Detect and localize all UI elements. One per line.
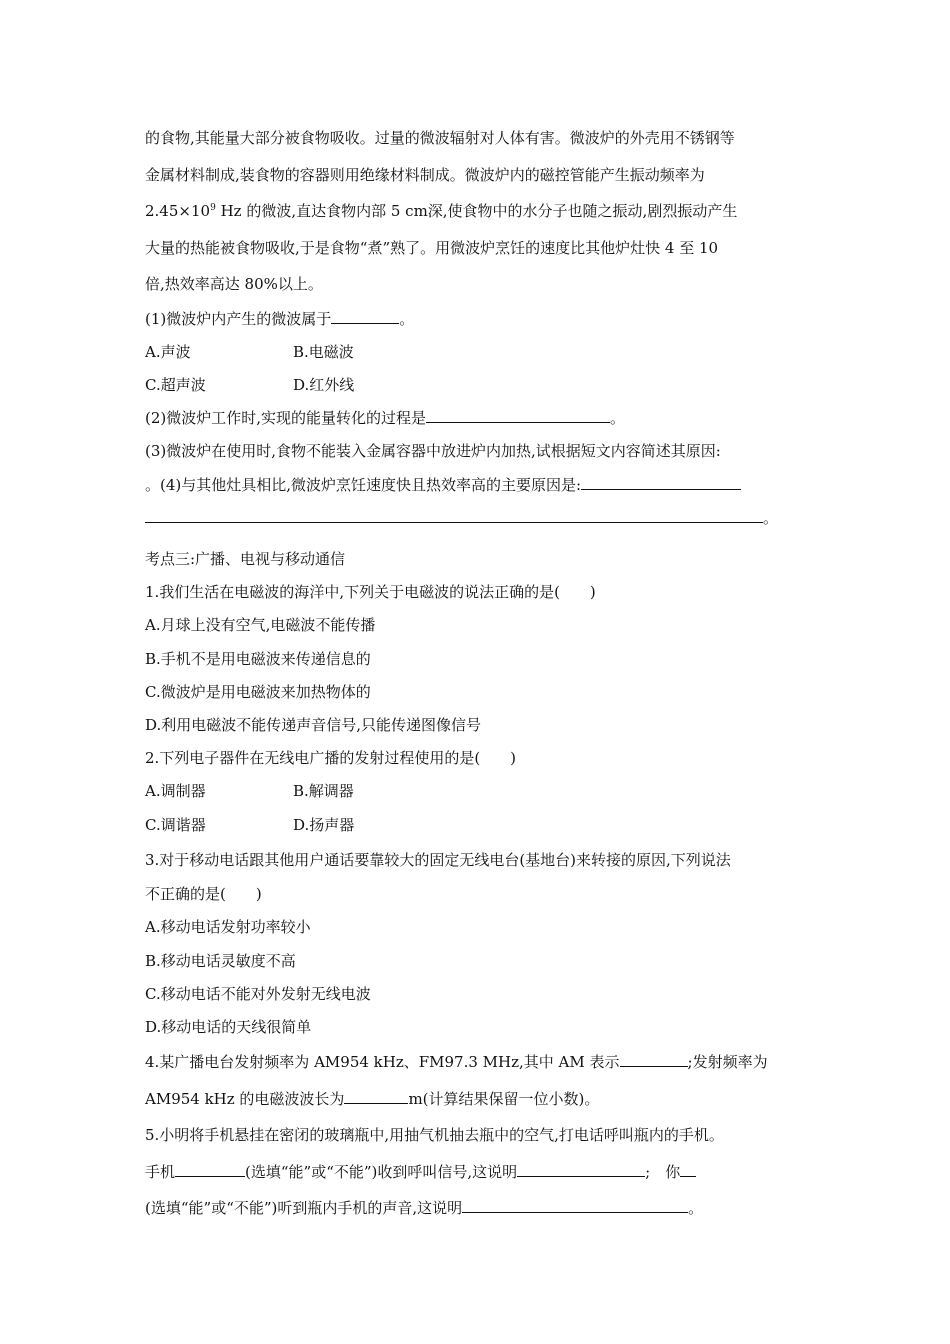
answer-blank[interactable]: [145, 508, 763, 523]
document-page: [145, 120, 810, 1227]
question-2: (2)微波炉工作时,实现的能量转化的过程是 。: [145, 409, 626, 428]
passage-line: 的食物,其能量大部分被食物吸收。过量的微波辐射对人体有害。微波炉的外壳用不锈钢等: [145, 129, 735, 147]
s1-option-d: D.利用电磁波不能传递声音信号,只能传递图像信号: [145, 715, 482, 734]
s3-option-c: C.移动电话不能对外发射无线电波: [145, 984, 371, 1003]
passage-line: 大量的热能被食物吸收,于是食物“煮”熟了。用微波炉烹饪的速度比其他炉灶快 4 至 10: [145, 238, 719, 257]
options-row: [145, 809, 810, 842]
passage-line: $2.45\times 10^9$ Hz 的微波,直达食物内部 5 cm深,使食物中的水分子也随之振动,剧烈振动产生: [145, 202, 738, 220]
question-4: 。(4)与其他灶具相比,微波炉烹饪速度快且热效率高的主要原因是:: [145, 469, 810, 502]
answer-blank[interactable]: [680, 1162, 696, 1177]
s1-option-c: C.微波炉是用电磁波来加热物体的: [145, 682, 371, 701]
answer-blank[interactable]: [462, 1198, 688, 1213]
s2-stem: 2.下列电子器件在无线电广播的发射过程使用的是( ): [145, 749, 517, 768]
answer-blank[interactable]: [620, 1052, 688, 1067]
option-c: C.调谐器: [145, 815, 206, 834]
options-row: [145, 369, 810, 402]
section-title: 考点三:广播、电视与移动通信: [145, 549, 346, 568]
option-d: D.红外线: [293, 375, 355, 394]
option-a: A.调制器: [145, 782, 206, 801]
option-b: B.电磁波: [293, 342, 354, 361]
s4-line-2: AM954 kHz 的电磁波波长为 m(计算结果保留一位小数)。: [145, 1089, 600, 1108]
option-d: D.扬声器: [293, 815, 355, 834]
passage-line: 倍,热效率高达 80%以上。: [145, 275, 323, 293]
s3-stem-continued: 不正确的是( ): [145, 885, 262, 904]
passage-line: 金属材料制成,装食物的容器则用绝缘材料制成。微波炉内的磁控管能产生振动频率为: [145, 165, 705, 184]
answer-blank[interactable]: [581, 475, 741, 490]
option-a: A.声波: [145, 342, 191, 361]
s3-option-a: A.移动电话发射功率较小: [145, 918, 311, 937]
option-c: C.超声波: [145, 375, 206, 394]
s5-line-3: (选填“能”或“不能”)听到瓶内手机的声音,这说明 。: [145, 1199, 704, 1218]
s5-line-1: 5.小明将手机悬挂在密闭的玻璃瓶中,用抽气机抽去瓶中的空气,打电话呼叫瓶内的手机。: [145, 1126, 724, 1145]
question-3: (3)微波炉在使用时,食物不能装入金属容器中放进炉内加热,试根据短文内容简述其原因:: [145, 442, 721, 461]
options-row: [145, 775, 810, 808]
s1-option-a: A.月球上没有空气,电磁波不能传播: [145, 616, 376, 635]
s3-option-b: B.移动电话灵敏度不高: [145, 951, 296, 970]
answer-blank[interactable]: [331, 309, 399, 324]
option-b: B.解调器: [293, 782, 354, 801]
answer-blank[interactable]: [175, 1162, 245, 1177]
answer-blank[interactable]: [517, 1162, 645, 1177]
answer-blank[interactable]: [344, 1089, 408, 1104]
question-1: (1)微波炉内产生的微波属于 。: [145, 309, 415, 328]
s3-stem: 3.对于移动电话跟其他用户通话要靠较大的固定无线电台(基地台)来转接的原因,下列说法: [145, 850, 731, 869]
exponent: 9: [210, 203, 216, 213]
question-4-continued: 。: [145, 502, 810, 535]
answer-blank[interactable]: [426, 408, 610, 423]
options-row: [145, 336, 810, 369]
s5-line-2: 手机 (选填“能”或“不能”)收到呼叫信号,这说明 ; 你: [145, 1154, 810, 1191]
s1-stem: 1.我们生活在电磁波的海洋中,下列关于电磁波的说法正确的是( ): [145, 583, 596, 602]
s3-option-d: D.移动电话的天线很简单: [145, 1018, 312, 1037]
s1-option-b: B.手机不是用电磁波来传递信息的: [145, 649, 371, 668]
s4-line-1: 4.某广播电台发射频率为 AM954 kHz、FM97.3 MHz,其中 AM 表示 ;发射频率为: [145, 1053, 768, 1072]
